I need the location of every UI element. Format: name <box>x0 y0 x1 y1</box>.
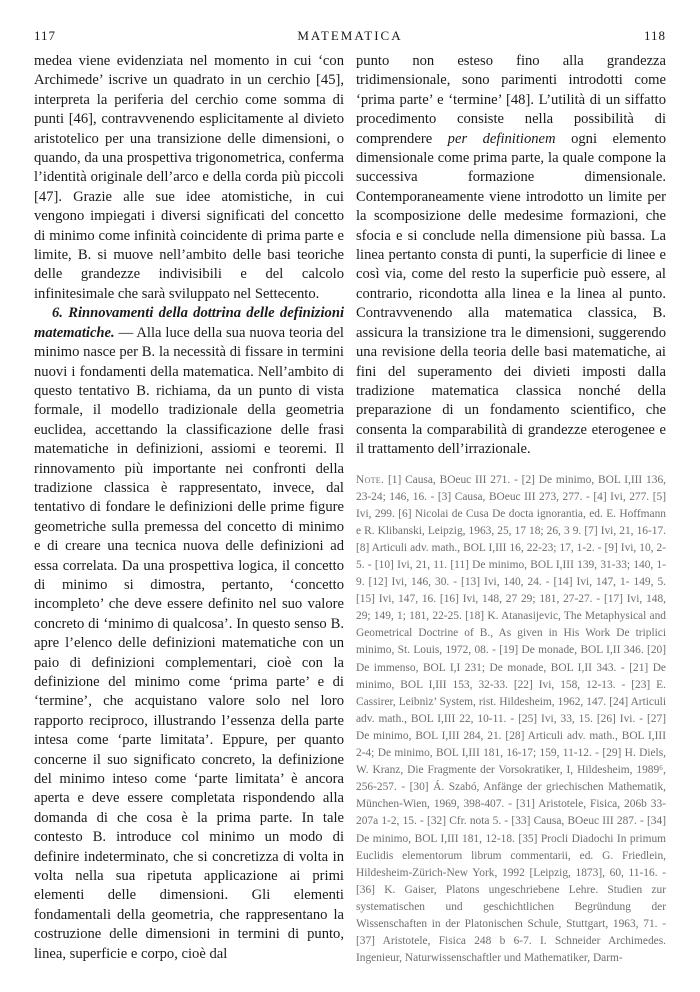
right-paragraph-1-text-a: punto non esteso fino alla grandezza tridimensionale, sono parimenti introdotti come ‘prima parte’ e ‘termine’ [48]. L’utilità di un siffatto procedimento consiste nella possibilità di comprendere <box>356 53 666 147</box>
section-title: Rinnovamenti della dottrina delle definizioni matematiche. <box>34 305 344 341</box>
right-column <box>356 52 666 967</box>
italic-phrase: per definitionem <box>447 130 556 147</box>
notes-text: [1] Causa, BOeuc III 271. - [2] De minimo, BOL I,III 136, 23-24; 146, 16. - [3] Causa, BOeuc III 273, 277. - [4] Ivi, 277. [5] Ivi, 299. [6] Nicolai de Cusa De docta ignorantia, ed. E. Hoffmann e R. Klibanski, Leipzig, 1963, 25, 17 18; 26, 3 9. [7] Ivi, 21, 16-17. [8] Articuli adv. math., BOL I,III 16, 22-23; 17, 1-2. - [9] Ivi, 10, 2-5. - [10] Ivi, 21, 11. [11] De minimo, BOL I,III 139, 31-33; 140, 1-9. [12] Ivi, 146, 30. - [13] Ivi, 140, 24. - [14] Ivi, 147, 1- 149, 5. [15] Ivi, 147, 16. [16] Ivi, 148, 27 29; 181, 27-27. - [17] Ivi, 148, 29; 149, 1; 181, 22-25. [18] K. Atanasijevic, The Metaphysical and Geometrical Doctrine of B., As given in His Work De triplici minimo, St. Louis, 1972, 08. - [19] De monade, BOL I,II 346. [20] De immenso, BOL I,I 231; De monade, BOL I,II 343. - [21] De minimo, BOL I,III 153, 32-33. [22] Ivi, 158, 12-13. - [23] E. Cassirer, Leibniz’ System, rist. Hildesheim, 1962, 147. [24] Articuli adv. math., BOL I,III 22, 10-11. - [25] Ivi, 33, 15. [26] Ivi. - [27] De minimo, BOL I,III 284, 21. [28] Articuli adv. math., BOL I,III 2-4; De minimo, BOL I,III 181, 16-17; 159, 11-12. - [29] H. Diels, W. Kranz, Die Fragmente der Vorsokratiker, I, Hildesheim, 1989⁶, 256-257. - [30] Á. Szabó, Anfänge der griechischen Mathematik, München-Wien, 1969, 398-407. - [31] Aristotele, Fisica, 206b 33-207a 1-2, 15. - [32] Cfr. nota 5. - [33] Causa, BOeuc III 287. - [34] De minimo, BOL I,III 181, 12-18. [35] Procli Diadochi In primum Euclidis elementorum librum commentarii, ed. G. Friedlein, Hildesheim-Zürich-New York, 1992 [Leipzig, 1873], 60, 11-16. - [36] K. Gaiser, Platons ungeschriebene Lehre. Studien zur systematischen und geschichtlichen Begründung der Wissenschaften in der Platonischen Schule, Stuttgart, 1963, 71. - [37] Aristotele, Fisica 248 b 6-7. I. Schneider Archimedes. Ingenieur, Naturwissenschaftler und Mathematiker, Darm- <box>356 473 666 965</box>
section-number: 6. <box>52 305 63 322</box>
footnotes <box>356 472 666 968</box>
right-paragraph-1-text-b: ogni elemento dimensionale come prima parte, la quale compone la successiva formazione dimensionale. Contemporaneamente viene introdotto un limite per la scomposizione delle medesime formazioni, che sfocia e si conclude nella dimensione più bassa. La linea pertanto consta di punti, la superficie di linee e così via, come del resto la superficie può essere, al contrario, ricondotta alla linea e la linea al punto. Contravvenendo alla matematica classica, B. assicura la transizione tra le dimensioni, suggerendo una revisione della teoria delle basi matematiche, ai fini del superamento dei divieti imposti dalla tradizione matematica classica nonché della preparazione di un fondamento scientifico, che consenta la comparabilità di grandezze eterogenee e il trattamento dell’irrazionale. <box>356 130 666 458</box>
left-column <box>34 52 344 964</box>
running-title: MATEMATICA <box>297 28 403 43</box>
left-paragraph-2 <box>34 304 344 964</box>
right-paragraph-1 <box>356 52 666 460</box>
running-header <box>34 28 666 48</box>
notes-label: Note. <box>356 473 385 486</box>
left-paragraph-1: medea viene evidenziata nel momento in cui ‘con Archimede’ iscrive un quadrato in un cerchio [45], interpreta la periferia del cerchio come somma di punti [46], contravvenendo esplicitamente al divieto aristotelico per una transizione delle dimensioni, o quando, da una prospettiva trigonometrica, conferma l’identità originale dell’arco e della corda più piccoli [47]. Grazie alle sue idee atomistiche, in cui vengono impiegati i diversi significati del concetto di minimo come infinità coincidente di prima parte e limite, B. si muove nell’ambito delle basi teoriche delle grandezze indivisibili e del calcolo infinitesimale che sarà sviluppato nel Settecento. <box>34 53 344 302</box>
left-paragraph-2-text: — Alla luce della sua nuova teoria del minimo nasce per B. la necessità di fissare in termini nuovi i fondamenti della matematica. Nell’ambito di questo tentativo B. richiama, da un punto di vista formale, il modello tradizionale della geometria euclidea, accettando la classificazione delle frasi matematiche in definizioni, assiomi e teoremi. Il rinnovamento più importante nei confronti della tradizione classica è rappresentato, invece, dal tentativo di fondare le definizioni delle prime figure geometriche sulla premessa del concetto di minimo e di creare una tecnica nuova delle definizioni ad essa correlata. Da una prospettiva logica, il concetto di minimo si dimostra, pertanto, ‘concetto incompleto’ che deve essere definito nel suo valore concreto di ‘minimo di qualcosa’. In questo senso B. apre l’elenco delle definizioni matematiche con un paio di definizioni complementari, cioè con la definizione del minimo come ‘prima parte’ e di ‘termine’, che acquistano valore solo nel loro rapporto reciproco, illustrando l’essenza della parte intesa come ‘parte limitata’. Eppure, per quanto concerne il suo significato concreto, la definizione del minimo inteso come ‘parte limitata’ è ancora aperta e deve essere completata rispondendo alla domanda di che cosa è la prima parte. In tale contesto B. introduce col minimo un modo di definire indeterminato, che si concretizza di volta in volta nella sua ripetuta applicazione ai primi elementi delle dimensioni. Gli elementi fondamentali della geometria, che rappresentano la costruzione delle dimensioni in termini di punto, linea, superficie e corpo, cioè dal <box>34 324 344 962</box>
page-number-right: 118 <box>643 28 666 43</box>
page-number-left: 117 <box>34 28 57 43</box>
